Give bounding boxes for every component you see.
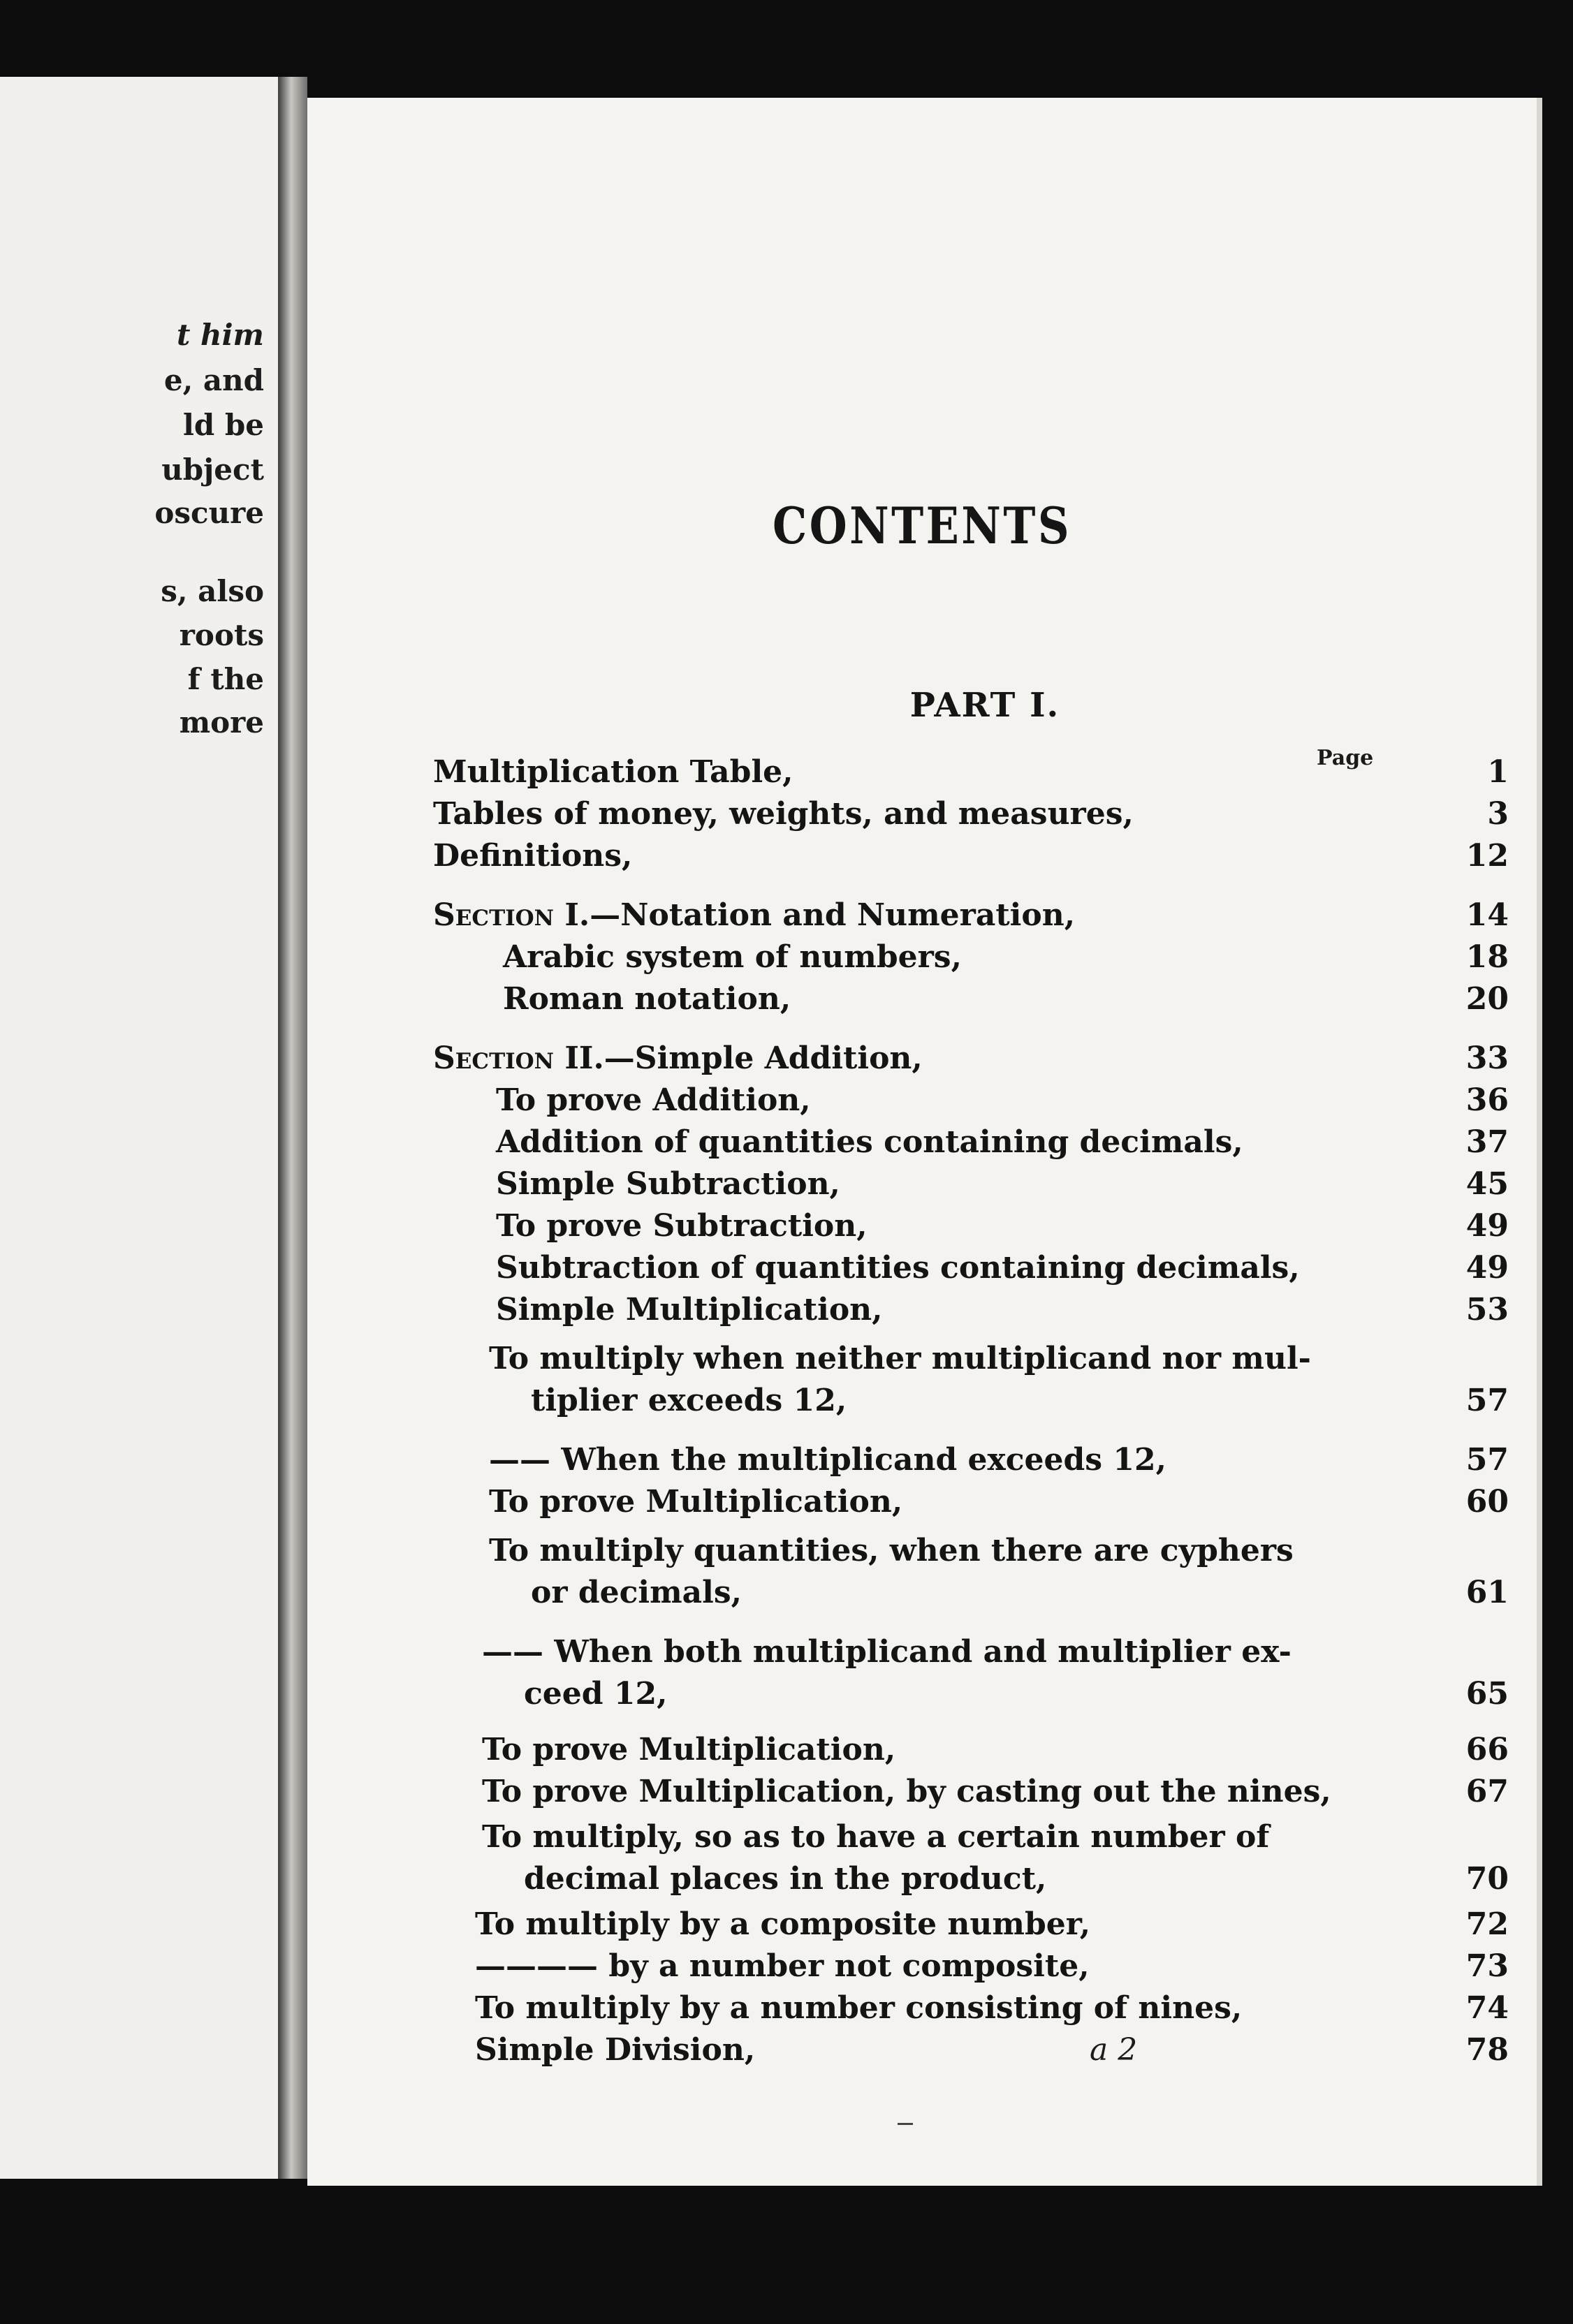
toc-page-number: 67 <box>1465 1774 1509 1809</box>
toc-entry-text: Arabic system of numbers, <box>503 939 962 975</box>
toc-entry-text: II.—Simple Addition, <box>554 1040 923 1076</box>
left-text-fragment: s, also <box>161 574 264 608</box>
toc-page-number: 57 <box>1465 1442 1509 1478</box>
toc-entry <box>433 1124 1509 1163</box>
contents-title: CONTENTS <box>772 496 1072 555</box>
page-foot-dash <box>898 2123 913 2125</box>
toc-page-number: 1 <box>1487 754 1509 790</box>
toc-page-number: 61 <box>1465 1575 1509 1610</box>
toc-page-number: 72 <box>1465 1906 1509 1942</box>
toc-entry <box>433 1676 1509 1715</box>
left-page-fragment <box>0 77 279 2179</box>
toc-page-number: 57 <box>1465 1383 1509 1418</box>
toc-entry <box>433 1732 1509 1771</box>
left-text-fragment: roots <box>179 618 264 652</box>
toc-entry <box>433 754 1509 793</box>
toc-entry <box>433 981 1509 1020</box>
left-text-fragment: f the <box>187 662 264 696</box>
toc-page-number: 14 <box>1465 897 1509 933</box>
toc-entry-text: To prove Addition, <box>496 1082 811 1118</box>
toc-page-number: 53 <box>1465 1292 1509 1328</box>
toc-entry <box>433 1533 1509 1572</box>
toc-entry <box>433 838 1509 877</box>
toc-entry-text: Roman notation, <box>503 981 791 1017</box>
part-title: PART I. <box>909 686 1060 725</box>
toc-page-number: 66 <box>1465 1732 1509 1767</box>
section-prefix: Section <box>433 897 554 933</box>
toc-entry <box>433 1634 1509 1673</box>
toc-entry <box>433 1906 1509 1946</box>
toc-entry <box>433 1383 1509 1422</box>
page-column-label: Page <box>1317 746 1374 770</box>
book-binding <box>278 77 307 2179</box>
toc-page-number: 74 <box>1465 1990 1509 2026</box>
toc-entry <box>433 1861 1509 1900</box>
section-prefix: Section <box>433 1040 554 1076</box>
toc-entry <box>433 1948 1509 1987</box>
left-text-fragment: ubject <box>161 453 264 487</box>
contents-page <box>307 98 1542 2186</box>
toc-page-number: 12 <box>1465 838 1509 874</box>
toc-entry-text: —— When the multiplicand exceeds 12, <box>489 1442 1166 1478</box>
toc-entry <box>433 1575 1509 1614</box>
toc-entry-text: I.—Notation and Numeration, <box>554 897 1076 933</box>
toc-entry-text: ———— by a number not composite, <box>475 1948 1090 1984</box>
toc-entry-text: Subtraction of quantities containing decimals, <box>496 1250 1300 1286</box>
toc-entry <box>433 1990 1509 2029</box>
left-text-fragment: e, and <box>163 363 264 397</box>
toc-entry <box>433 1442 1509 1481</box>
toc-page-number: 20 <box>1465 981 1509 1017</box>
toc-entry-text: To multiply quantities, when there are cyphers <box>489 1533 1294 1568</box>
toc-page-number: 70 <box>1465 1861 1509 1897</box>
toc-entry <box>433 1166 1509 1205</box>
toc-page-number: 36 <box>1465 1082 1509 1118</box>
toc-entry <box>433 2032 1509 2071</box>
toc-page-number: 73 <box>1465 1948 1509 1984</box>
toc-page-number: 49 <box>1465 1208 1509 1244</box>
toc-entry-text: To prove Subtraction, <box>496 1208 868 1244</box>
toc-entry-text: To prove Multiplication, <box>489 1484 903 1520</box>
toc-page-number: 78 <box>1465 2032 1509 2068</box>
toc-entry-text: tiplier exceeds 12, <box>531 1383 847 1418</box>
toc-page-number: 60 <box>1465 1484 1509 1520</box>
toc-entry <box>433 1774 1509 1813</box>
toc-entry <box>433 1341 1509 1380</box>
toc-entry-text: Simple Subtraction, <box>496 1166 840 1202</box>
toc-entry-text: or decimals, <box>531 1575 742 1610</box>
toc-entry <box>433 796 1509 835</box>
toc-entry-text: To multiply, so as to have a certain number of <box>482 1819 1270 1855</box>
toc-entry-text: Simple Multiplication, <box>496 1292 883 1328</box>
toc-entry-text: Multiplication Table, <box>433 754 793 790</box>
toc-entry <box>433 1484 1509 1523</box>
toc-entry-text: To multiply by a number consisting of nines, <box>475 1990 1243 2026</box>
toc-entry-text: Simple Division, <box>475 2032 756 2068</box>
toc-page-number: 37 <box>1465 1124 1509 1160</box>
toc-entry <box>433 897 1509 936</box>
left-text-fragment: ld be <box>182 408 264 442</box>
toc-entry <box>433 1082 1509 1121</box>
toc-entry <box>433 1040 1509 1080</box>
toc-page-number: 65 <box>1465 1676 1509 1712</box>
toc-page-number: 18 <box>1465 939 1509 975</box>
toc-entry <box>433 1819 1509 1858</box>
toc-entry-text: To prove Multiplication, by casting out the nines, <box>482 1774 1331 1809</box>
toc-entry-text: To multiply when neither multiplicand nor mul- <box>489 1341 1311 1376</box>
toc-entry <box>433 1292 1509 1331</box>
toc-entry-text: ceed 12, <box>524 1676 668 1712</box>
left-text-fragment: more <box>179 705 264 740</box>
left-text-fragment: oscure <box>154 496 264 530</box>
toc-page-number: 3 <box>1487 796 1509 832</box>
toc-entry-text: —— When both multiplicand and multiplier ex- <box>482 1634 1292 1670</box>
signature-mark: a 2 <box>1090 2032 1138 2068</box>
toc-entry-text: To multiply by a composite number, <box>475 1906 1091 1942</box>
toc-entry-text: To prove Multiplication, <box>482 1732 896 1767</box>
toc-page-number: 45 <box>1465 1166 1509 1202</box>
toc-entry <box>433 939 1509 978</box>
toc-entry <box>433 1208 1509 1247</box>
toc-entry-text: Tables of money, weights, and measures, <box>433 796 1134 832</box>
toc-page-number: 33 <box>1465 1040 1509 1076</box>
left-text-fragment: t him <box>177 318 264 352</box>
toc-page-number: 49 <box>1465 1250 1509 1286</box>
toc-entry <box>433 1250 1509 1289</box>
toc-entry-text: Addition of quantities containing decimals, <box>496 1124 1243 1160</box>
toc-entry-text: Definitions, <box>433 838 633 874</box>
toc-entry-text: decimal places in the product, <box>524 1861 1047 1897</box>
